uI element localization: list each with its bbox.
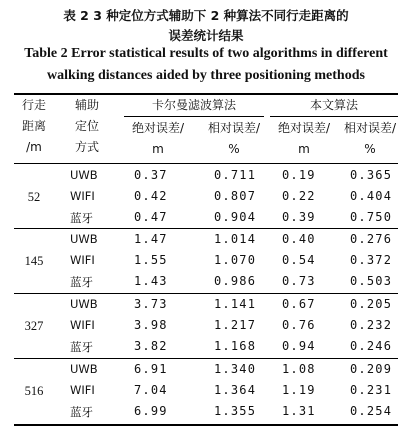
cell-kalman-abs: 1.47 <box>134 232 168 246</box>
cell-kalman-rel: 0.711 <box>214 168 257 182</box>
cell-kalman-abs: 0.42 <box>134 189 168 203</box>
header-ours-rel: 相对误差/ % <box>343 121 397 156</box>
cell-ours-rel: 0.372 <box>350 253 393 267</box>
group-divider <box>14 228 398 229</box>
cell-kalman-abs: 6.91 <box>134 362 168 376</box>
cell-kalman-abs: 1.55 <box>134 253 168 267</box>
cell-kalman-abs: 3.82 <box>134 339 168 353</box>
cell-ours-rel: 0.503 <box>350 274 393 288</box>
cell-method: WIFI <box>70 383 95 397</box>
cell-ours-rel: 0.205 <box>350 297 393 311</box>
cell-kalman-rel: 1.070 <box>214 253 257 267</box>
cell-kalman-abs: 3.98 <box>134 318 168 332</box>
cell-method: 蓝牙 <box>70 340 93 354</box>
header-rule <box>14 163 398 164</box>
header-kalman-rel: 相对误差/ % <box>207 121 261 156</box>
cell-kalman-abs: 3.73 <box>134 297 168 311</box>
cell-ours-abs: 0.19 <box>282 168 316 182</box>
cell-ours-rel: 0.209 <box>350 362 393 376</box>
cell-ours-abs: 0.67 <box>282 297 316 311</box>
cell-distance: 145 <box>24 254 44 268</box>
cell-ours-rel: 0.750 <box>350 210 393 224</box>
cell-kalman-rel: 0.807 <box>214 189 257 203</box>
cell-kalman-rel: 1.014 <box>214 232 257 246</box>
cell-method: UWB <box>70 232 98 246</box>
cell-method: 蓝牙 <box>70 211 93 225</box>
cell-kalman-abs: 0.37 <box>134 168 168 182</box>
group-kalman-rule <box>124 116 264 117</box>
cell-kalman-rel: 0.986 <box>214 274 257 288</box>
cell-kalman-rel: 0.904 <box>214 210 257 224</box>
header-method: 辅助 定位 方式 <box>74 98 99 154</box>
cell-ours-rel: 0.246 <box>350 339 393 353</box>
cell-ours-abs: 0.94 <box>282 339 316 353</box>
cell-ours-abs: 0.76 <box>282 318 316 332</box>
cell-kalman-rel: 1.168 <box>214 339 257 353</box>
caption-en-line1: Table 2 Error statistical results of two algorithms in different <box>24 46 388 61</box>
group-divider <box>14 358 398 359</box>
cell-ours-abs: 1.19 <box>282 383 316 397</box>
caption-en-line2: walking distances aided by three positioning methods <box>47 68 365 83</box>
cell-kalman-abs: 6.99 <box>134 404 168 418</box>
cell-ours-abs: 0.22 <box>282 189 316 203</box>
header-group-kalman: 卡尔曼滤波算法 <box>151 98 236 112</box>
cell-method: 蓝牙 <box>70 405 93 419</box>
cell-kalman-rel: 1.364 <box>214 383 257 397</box>
cell-method: WIFI <box>70 189 95 203</box>
cell-kalman-rel: 1.355 <box>214 404 257 418</box>
cell-method: UWB <box>70 362 98 376</box>
caption-cn-line2: 误差统计结果 <box>168 28 244 43</box>
cell-method: UWB <box>70 168 98 182</box>
cell-ours-abs: 0.40 <box>282 232 316 246</box>
cell-kalman-rel: 1.340 <box>214 362 257 376</box>
header-ours-abs: 绝对误差/ m <box>277 121 331 156</box>
cell-ours-abs: 0.73 <box>282 274 316 288</box>
cell-ours-abs: 0.39 <box>282 210 316 224</box>
cell-ours-abs: 1.08 <box>282 362 316 376</box>
header-group-ours: 本文算法 <box>309 98 358 112</box>
bottom-rule <box>14 424 398 426</box>
cell-method: WIFI <box>70 318 95 332</box>
cell-distance: 52 <box>27 190 41 204</box>
caption-cn-line1: 表 2 3 种定位方式辅助下 2 种算法不同行走距离的 <box>63 8 349 23</box>
cell-kalman-rel: 1.141 <box>214 297 257 311</box>
cell-ours-rel: 0.254 <box>350 404 393 418</box>
cell-ours-rel: 0.404 <box>350 189 393 203</box>
cell-method: UWB <box>70 297 98 311</box>
cell-distance: 327 <box>24 319 44 333</box>
cell-kalman-rel: 1.217 <box>214 318 257 332</box>
cell-kalman-abs: 1.43 <box>134 274 168 288</box>
cell-method: 蓝牙 <box>70 275 93 289</box>
cell-ours-abs: 0.54 <box>282 253 316 267</box>
group-ours-rule <box>270 116 398 117</box>
cell-kalman-abs: 0.47 <box>134 210 168 224</box>
group-divider <box>14 293 398 294</box>
header-distance: 行走 距离 /m <box>21 98 46 154</box>
cell-ours-rel: 0.231 <box>350 383 393 397</box>
cell-method: WIFI <box>70 253 95 267</box>
cell-ours-rel: 0.276 <box>350 232 393 246</box>
header-kalman-abs: 绝对误差/ m <box>131 121 185 156</box>
cell-distance: 516 <box>24 384 44 398</box>
cell-kalman-abs: 7.04 <box>134 383 168 397</box>
cell-ours-rel: 0.365 <box>350 168 393 182</box>
cell-ours-rel: 0.232 <box>350 318 393 332</box>
cell-ours-abs: 1.31 <box>282 404 316 418</box>
